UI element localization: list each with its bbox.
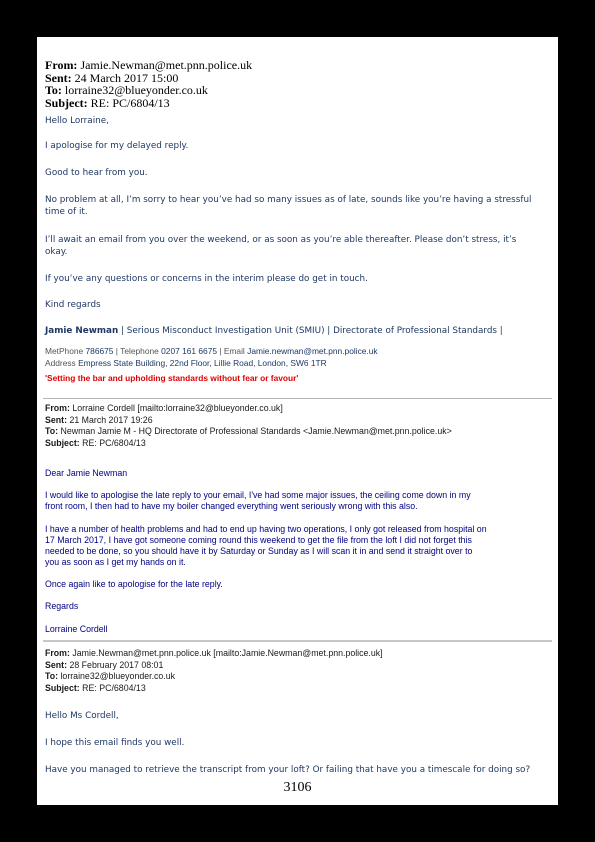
- email3-header: [45, 648, 551, 694]
- signature-name: Jamie Newman: [45, 326, 119, 336]
- email1-to: To: lorraine32@blueyonder.co.uk: [45, 83, 208, 97]
- signature-line: [45, 326, 551, 336]
- signature-motto: 'Setting the bar and upholding standards without fear or favour': [45, 373, 299, 383]
- email2-paragraph: I would like to apologise the late reply to your email, I've had some major issues, the ceiling come down in my front room, I then had to have my boiler changed everything went seriously wrong with this also.: [45, 490, 471, 511]
- email2-sender-name: Lorraine Cordell: [45, 624, 108, 634]
- email3-from: From: Jamie.Newman@met.pnn.police.uk [mailto:Jamie.Newman@met.pnn.police.uk]: [45, 648, 383, 658]
- email1-paragraph: Good to hear from you.: [45, 168, 148, 178]
- divider: [43, 640, 552, 642]
- email2-subject: Subject: RE: PC/6804/13: [45, 437, 146, 448]
- email2-header: [45, 403, 551, 449]
- email1-closing: Kind regards: [45, 300, 101, 310]
- email1-paragraph: I’ll await an email from you over the weekend, or as soon as you’re able thereafter. Please don’t stress, it’s okay.: [45, 235, 517, 257]
- signature-contact: MetPhone 786675 | Telephone 0207 161 6675 | Email Jamie.newman@met.pnn.police.uk: [45, 346, 378, 356]
- email3-paragraph: I hope this email finds you well.: [45, 738, 185, 748]
- email3-paragraph: Have you managed to retrieve the transcript from your loft? Or failing that have you a timescale for doing so?: [45, 765, 531, 775]
- email3-greeting: Hello Ms Cordell,: [45, 711, 119, 721]
- email3-to: To: lorraine32@blueyonder.co.uk: [45, 671, 176, 681]
- email3-subject: Subject: RE: PC/6804/13: [45, 682, 146, 693]
- email2-greeting: Dear Jamie Newman: [45, 468, 128, 478]
- signature-email-link[interactable]: Jamie.newman@met.pnn.police.uk: [247, 346, 378, 356]
- email2-from: From: Lorraine Cordell [mailto:lorraine32@blueyonder.co.uk]: [45, 403, 283, 413]
- email1-header: [45, 59, 551, 109]
- email1-sent: Sent: 24 March 2017 15:00: [45, 70, 179, 85]
- email2-paragraph: I have a number of health problems and had to end up having two operations, I only got released from hospital on 17 March 2017, I have got someone coming round this weekend to get the file from the loft I did not forget this needed to be done, so you should have it by Saturday or Sunday as I will scan it in and send it straight over to you as soon as I get my hands on it.: [45, 524, 487, 567]
- email2-paragraph: Once again like to apologise for the late reply.: [45, 579, 223, 589]
- signature-unit: | Serious Misconduct Investigation Unit (SMIU) | Directorate of Professional Standards |: [118, 326, 503, 336]
- divider: [43, 398, 552, 399]
- email2-sent: Sent: 21 March 2017 19:26: [45, 414, 153, 425]
- signature-address: Address Empress State Building, 22nd Floor, Lillie Road, London, SW6 1TR: [45, 358, 327, 368]
- email2-closing: Regards: [45, 601, 79, 611]
- email1-paragraph: If you’ve any questions or concerns in the interim please do get in touch.: [45, 274, 368, 284]
- page-number: 3106: [283, 780, 312, 795]
- email1-from: From: Jamie.Newman@met.pnn.police.uk: [45, 58, 253, 72]
- email1-paragraph: No problem at all, I’m sorry to hear you’ve had so many issues as of late, sounds like you’re having a stressful time of it.: [45, 195, 532, 217]
- email1-paragraph: I apologise for my delayed reply.: [45, 141, 189, 151]
- email1-subject: Subject: RE: PC/6804/13: [45, 95, 170, 110]
- document-page: [37, 37, 558, 805]
- email1-greeting: Hello Lorraine,: [45, 116, 109, 126]
- email3-sent: Sent: 28 February 2017 08:01: [45, 659, 164, 670]
- email2-to: To: Newman Jamie M - HQ Directorate of Professional Standards <Jamie.Newman@met.pnn.police.uk>: [45, 426, 452, 436]
